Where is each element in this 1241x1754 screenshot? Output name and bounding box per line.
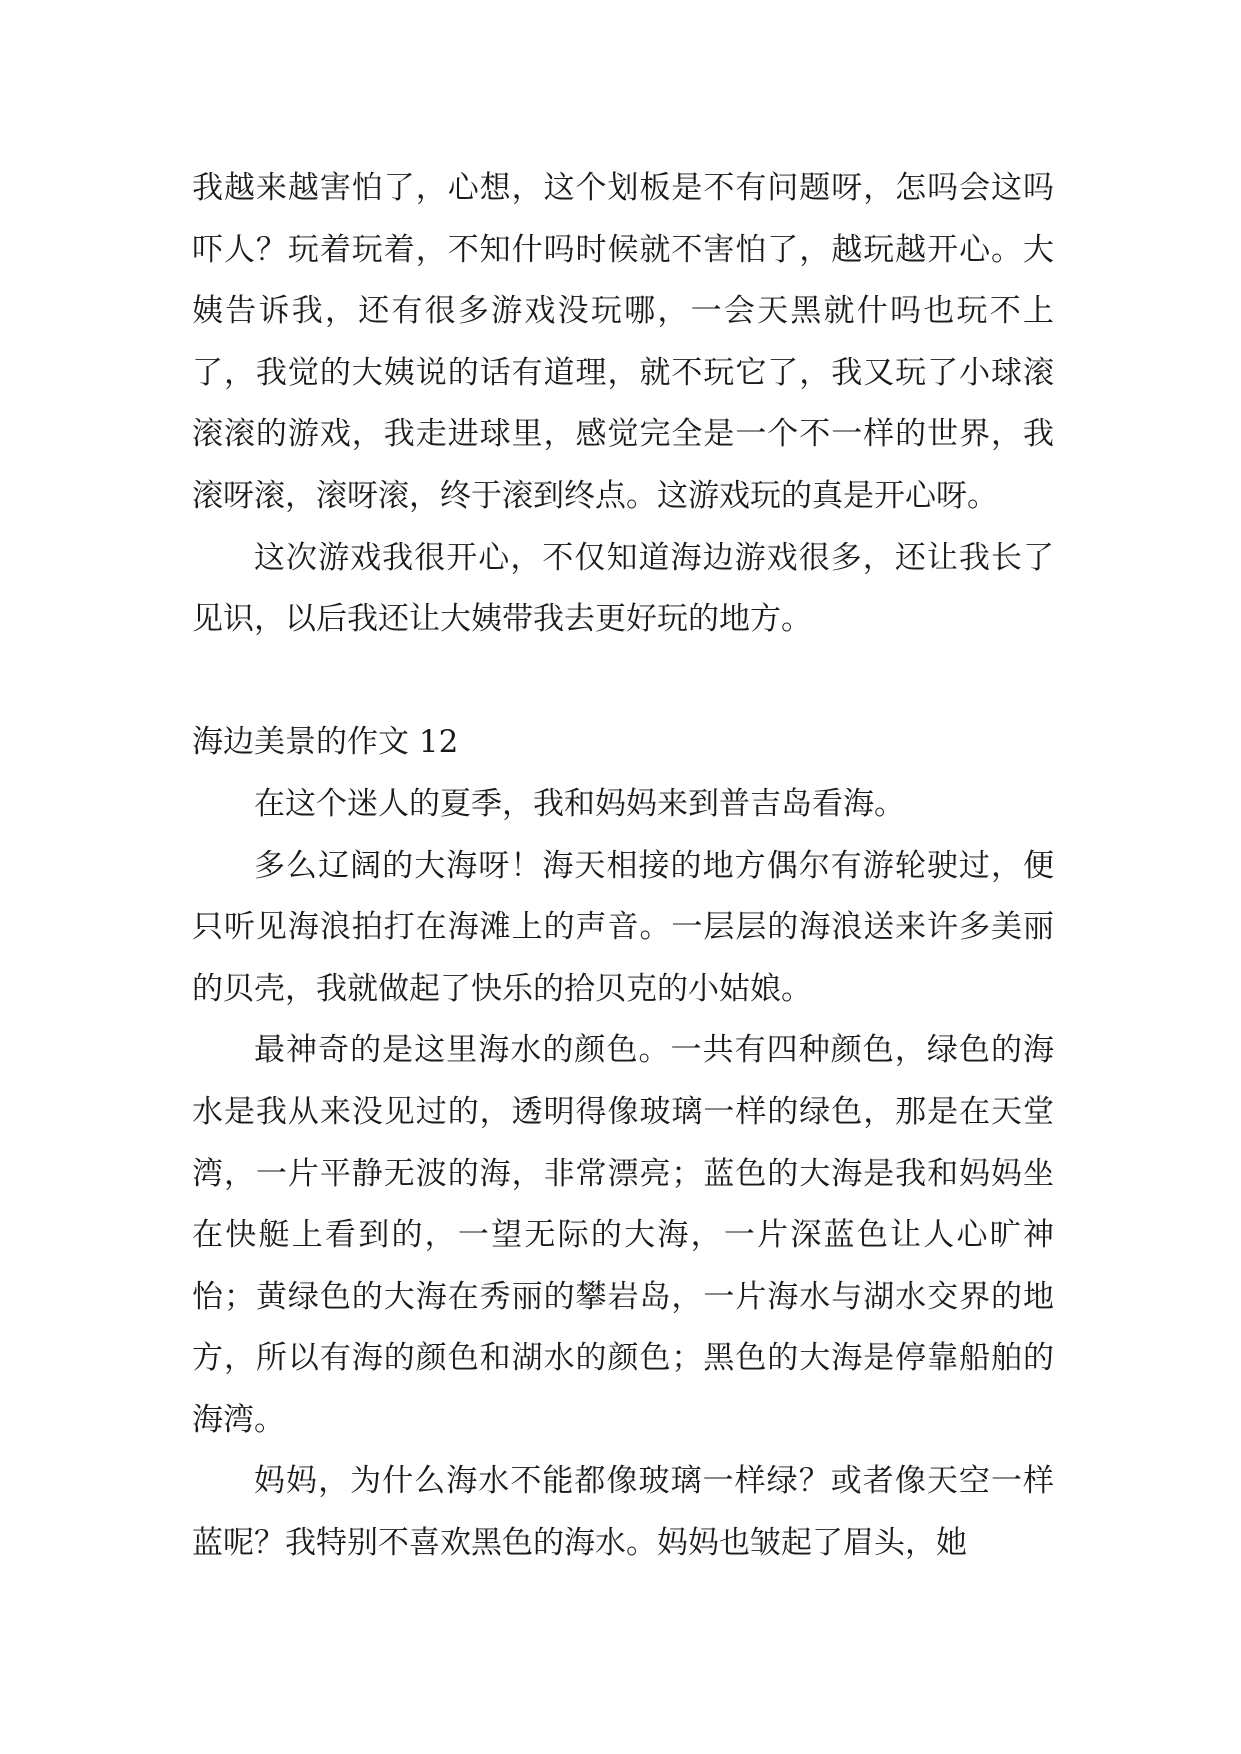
paragraph: 多么辽阔的大海呀！海天相接的地方偶尔有游轮驶过，便只听见海浪拍打在海滩上的声音。一层层的海浪送来许多美丽的贝壳，我就做起了快乐的拾贝克的小姑娘。: [192, 847, 1054, 1007]
paragraph: 妈妈，为什么海水不能都像玻璃一样绿？或者像天空一样蓝呢？我特别不喜欢黑色的海水。妈妈也皱起了眉头，她: [192, 1463, 1054, 1562]
document-body: [192, 158, 1054, 1575]
essay-heading: 海边美景的作文 12: [192, 724, 459, 761]
paragraph: 在这个迷人的夏季，我和妈妈来到普吉岛看海。: [254, 785, 905, 822]
paragraph: 我越来越害怕了，心想，这个划板是不有问题呀，怎吗会这吗吓人？玩着玩着，不知什吗时候就不害怕了，越玩越开心。大姨告诉我，还有很多游戏没玩哪，一会天黑就什吗也玩不上了，我觉的大姨说的话有道理，就不玩它了，我又玩了小球滚滚滚的游戏，我走进球里，感觉完全是一个不一样的世界，我滚呀滚，滚呀滚，终于滚到终点。这游戏玩的真是开心呀。: [192, 170, 1054, 514]
blank-line: [192, 651, 1054, 713]
paragraph: 这次游戏我很开心，不仅知道海边游戏很多，还让我长了见识，以后我还让大姨带我去更好玩的地方。: [192, 539, 1054, 638]
paragraph: 最神奇的是这里海水的颜色。一共有四种颜色，绿色的海水是我从来没见过的，透明得像玻璃一样的绿色，那是在天堂湾，一片平静无波的海，非常漂亮；蓝色的大海是我和妈妈坐在快艇上看到的，一望无际的大海，一片深蓝色让人心旷神怡；黄绿色的大海在秀丽的攀岩岛，一片海水与湖水交界的地方，所以有海的颜色和湖水的颜色；黑色的大海是停靠船舶的海湾。: [192, 1032, 1054, 1438]
